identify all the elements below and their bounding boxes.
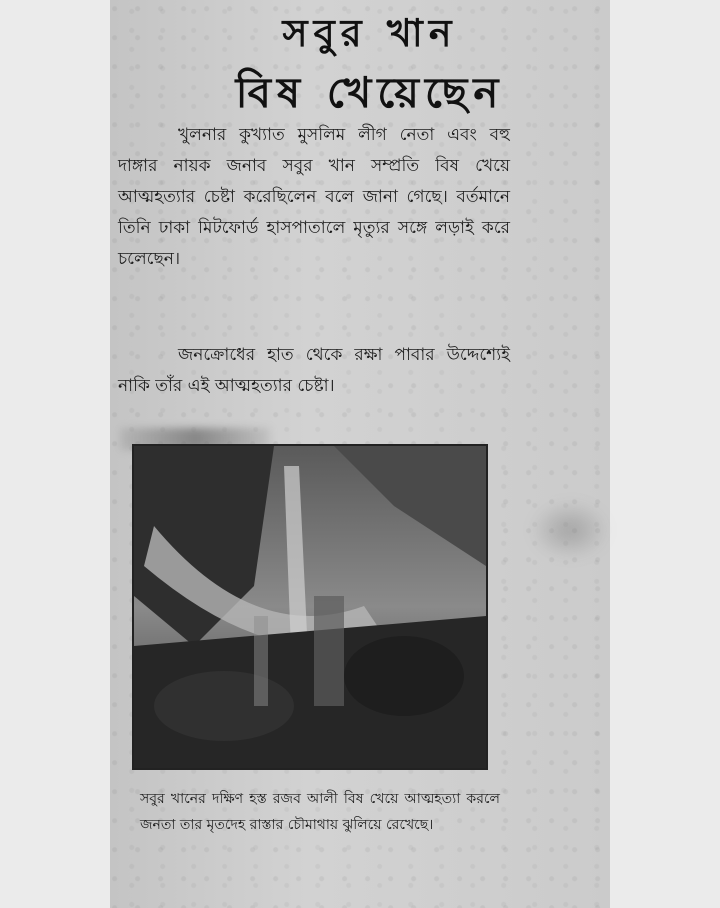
photo-caption: সবুর খানের দক্ষিণ হস্ত রজব আলী বিষ খেয়ে আত্মহত্যা করলে জনতা তার মৃতদেহ রাস্তার চৌমাথায় ঝুলিয়ে রেখেছে। — [140, 791, 500, 833]
headline-line-2: বিষ খেয়েছেন — [235, 68, 505, 117]
article-paragraph-1: খুলনার কুখ্যাত মুসলিম লীগ নেতা এবং বহু দাঙ্গার নায়ক জনাব সবুর খান সম্প্রতি বিষ খেয়ে আত্মহত্যার চেষ্টা করেছিলেন বলে জানা গেছে। বর্তমানে তিনি ঢাকা মিটফোর্ড হাসপাতালে মৃত্যুর সঙ্গে লড়াই করে চলেছেন। — [118, 125, 510, 269]
news-photo — [132, 444, 488, 770]
article-paragraph-2: জনক্রোধের হাত থেকে রক্ষা পাবার উদ্দেশ্যেই নাকি তাঁর এই আত্মহত্যার চেষ্টা। — [118, 345, 510, 396]
paper-smudge — [530, 500, 610, 560]
headline-line-1: সবুর খান — [282, 11, 458, 55]
newspaper-clipping — [110, 0, 610, 908]
